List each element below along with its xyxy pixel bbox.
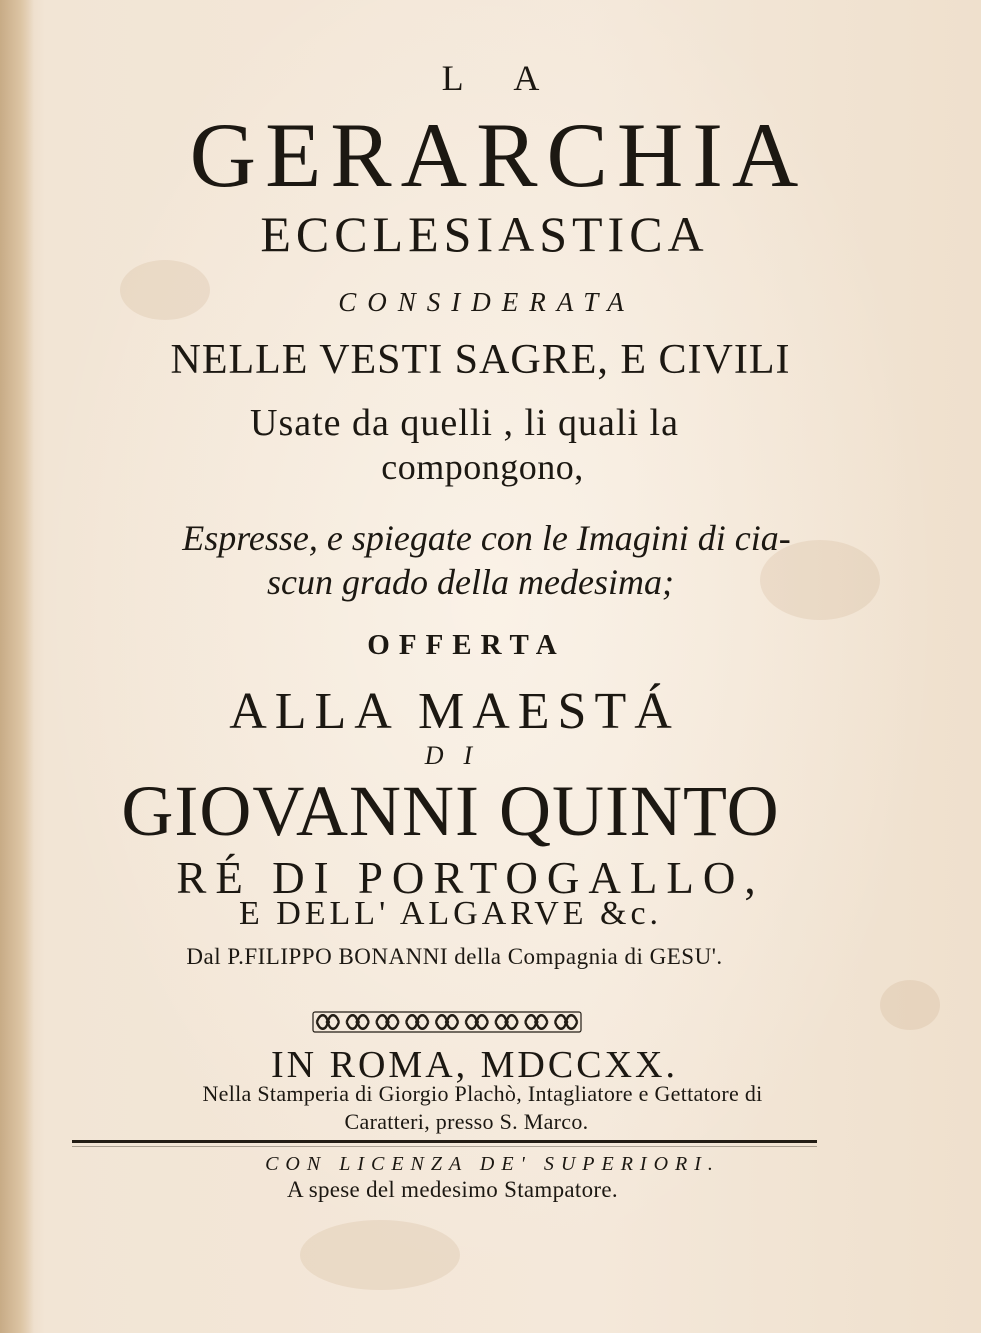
ornament-band (312, 1010, 582, 1034)
title-considerata: CONSIDERATA (338, 287, 635, 317)
dedication-offerta: OFFERTA (367, 629, 566, 661)
ornament-dot (475, 1020, 479, 1024)
dedicatee-name: GIOVANNI QUINTO (121, 771, 780, 851)
horizontal-rule-thin (72, 1146, 817, 1147)
title-usate: Usate da quelli , li quali la (250, 402, 679, 444)
title-article: L A (441, 58, 562, 98)
title-espresse-line-2: scun grado della medesima; (267, 562, 674, 602)
ornament-dot (385, 1020, 389, 1024)
ornament-dot (564, 1020, 568, 1024)
imprint-printer-line-1: Nella Stamperia di Giorgio Plachò, Intagliatore e Gettatore di (202, 1081, 763, 1106)
dedication-maesta: ALLA MAESTÁ (229, 683, 680, 740)
imprint-city-date: IN ROMA, MDCCXX. (271, 1044, 678, 1086)
ornament-dot (326, 1020, 330, 1024)
main-title: GERARCHIA (189, 104, 808, 206)
title-compongono: compongono, (381, 447, 584, 487)
title-espresse-line-1: Espresse, e spiegate con le Imagini di cia- (182, 518, 791, 558)
ornament-dot (415, 1020, 419, 1024)
imprint-printer-line-2: Caratteri, presso S. Marco. (344, 1109, 589, 1134)
dedicatee-title: RÉ DI PORTOGALLO, (176, 853, 765, 903)
licenza-line: CON LICENZA DE' SUPERIORI. (265, 1153, 720, 1175)
ornament-dot (504, 1020, 508, 1024)
spese-line: A spese del medesimo Stampatore. (287, 1177, 618, 1202)
title-vesti: NELLE VESTI SAGRE, E CIVILI (170, 337, 791, 383)
author-line: Dal P.FILIPPO BONANNI della Compagnia di GESU'. (186, 944, 723, 969)
paper-stain (880, 980, 940, 1030)
ornament-dot (445, 1020, 449, 1024)
horizontal-rule (72, 1140, 817, 1143)
title-subject: ECCLESIASTICA (260, 206, 709, 262)
ornament-dot (534, 1020, 538, 1024)
paper-stain (300, 1220, 460, 1290)
ornament-dot (355, 1020, 359, 1024)
dedicatee-algarve: E DELL' ALGARVE &c. (238, 895, 663, 932)
dedication-di: DI (424, 741, 493, 770)
